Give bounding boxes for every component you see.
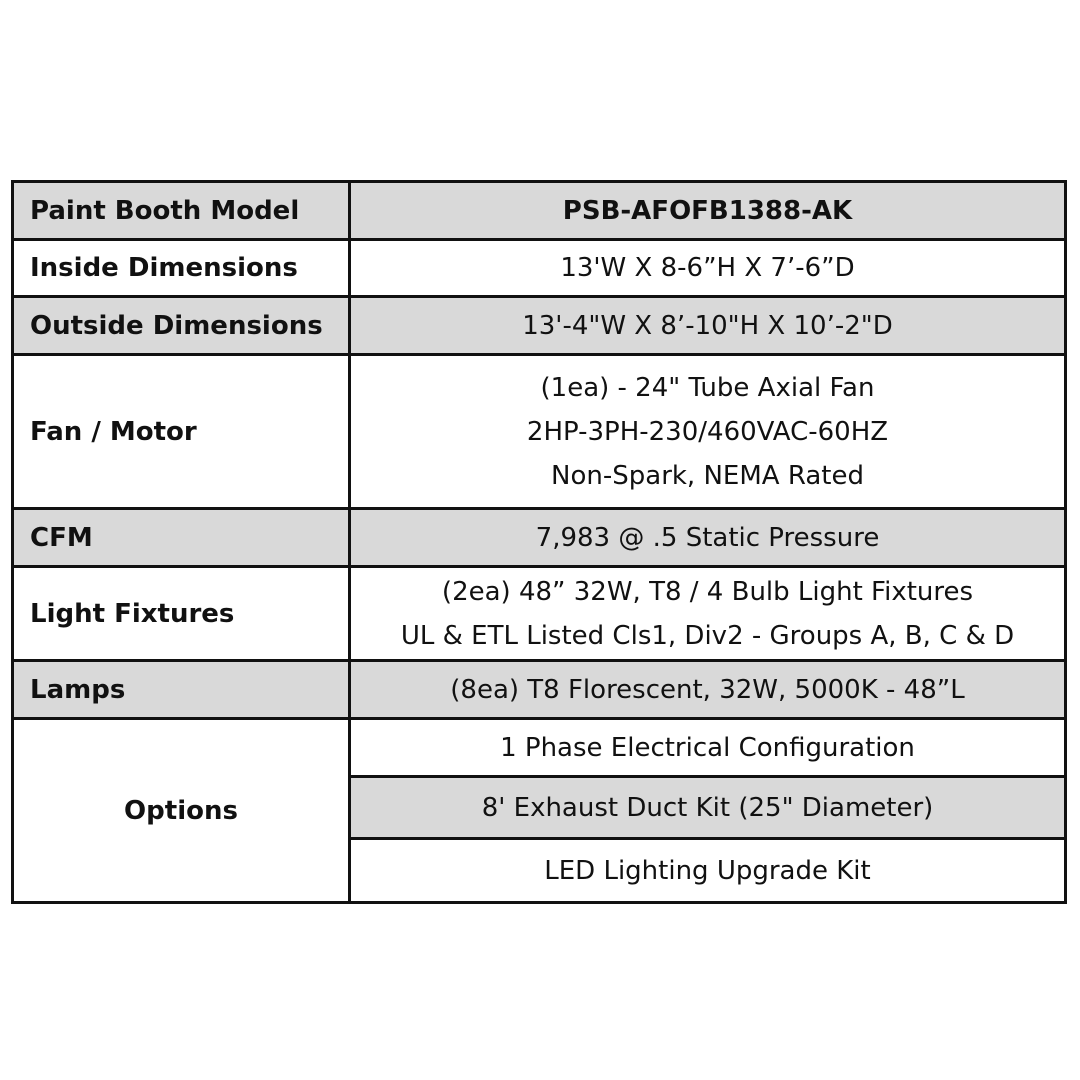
spec-value: [350, 355, 1066, 509]
spec-value: PSB-AFOFB1388-AK: [350, 182, 1066, 240]
spec-label: Inside Dimensions: [13, 240, 350, 297]
spec-table: [11, 180, 1067, 904]
spec-row-inside-dimensions: [13, 240, 1066, 297]
option-item: LED Lighting Upgrade Kit: [350, 839, 1066, 903]
spec-value-line: 2HP-3PH-230/460VAC-60HZ: [526, 416, 889, 447]
spec-value: (8ea) T8 Florescent, 32W, 5000K - 48”L: [350, 661, 1066, 719]
spec-label: Fan / Motor: [13, 355, 350, 509]
spec-value: 13'W X 8-6”H X 7’-6”D: [350, 240, 1066, 297]
option-item: 8' Exhaust Duct Kit (25" Diameter): [350, 777, 1066, 839]
spec-row-fan-motor: [13, 355, 1066, 509]
spec-row-model: [13, 182, 1066, 240]
spec-label: Light Fixtures: [13, 567, 350, 661]
spec-row-cfm: [13, 509, 1066, 567]
spec-label: CFM: [13, 509, 350, 567]
spec-label-options: Options: [13, 719, 350, 903]
spec-row-light-fixtures: [13, 567, 1066, 661]
spec-row-outside-dimensions: [13, 297, 1066, 355]
spec-label: Outside Dimensions: [13, 297, 350, 355]
spec-value: 13'-4"W X 8’-10"H X 10’-2"D: [350, 297, 1066, 355]
spec-row-lamps: [13, 661, 1066, 719]
spec-value-line: (1ea) - 24" Tube Axial Fan: [540, 372, 875, 403]
spec-value-line: Non-Spark, NEMA Rated: [551, 460, 864, 491]
spec-value: 7,983 @ .5 Static Pressure: [350, 509, 1066, 567]
spec-label: Paint Booth Model: [13, 182, 350, 240]
spec-label: Lamps: [13, 661, 350, 719]
spec-value-line: UL & ETL Listed Cls1, Div2 - Groups A, B, C & D: [400, 620, 1015, 651]
spec-value: [350, 567, 1066, 661]
spec-row-options: [13, 719, 1066, 777]
option-item: 1 Phase Electrical Configuration: [350, 719, 1066, 777]
spec-value-line: (2ea) 48” 32W, T8 / 4 Bulb Light Fixtures: [441, 576, 974, 607]
